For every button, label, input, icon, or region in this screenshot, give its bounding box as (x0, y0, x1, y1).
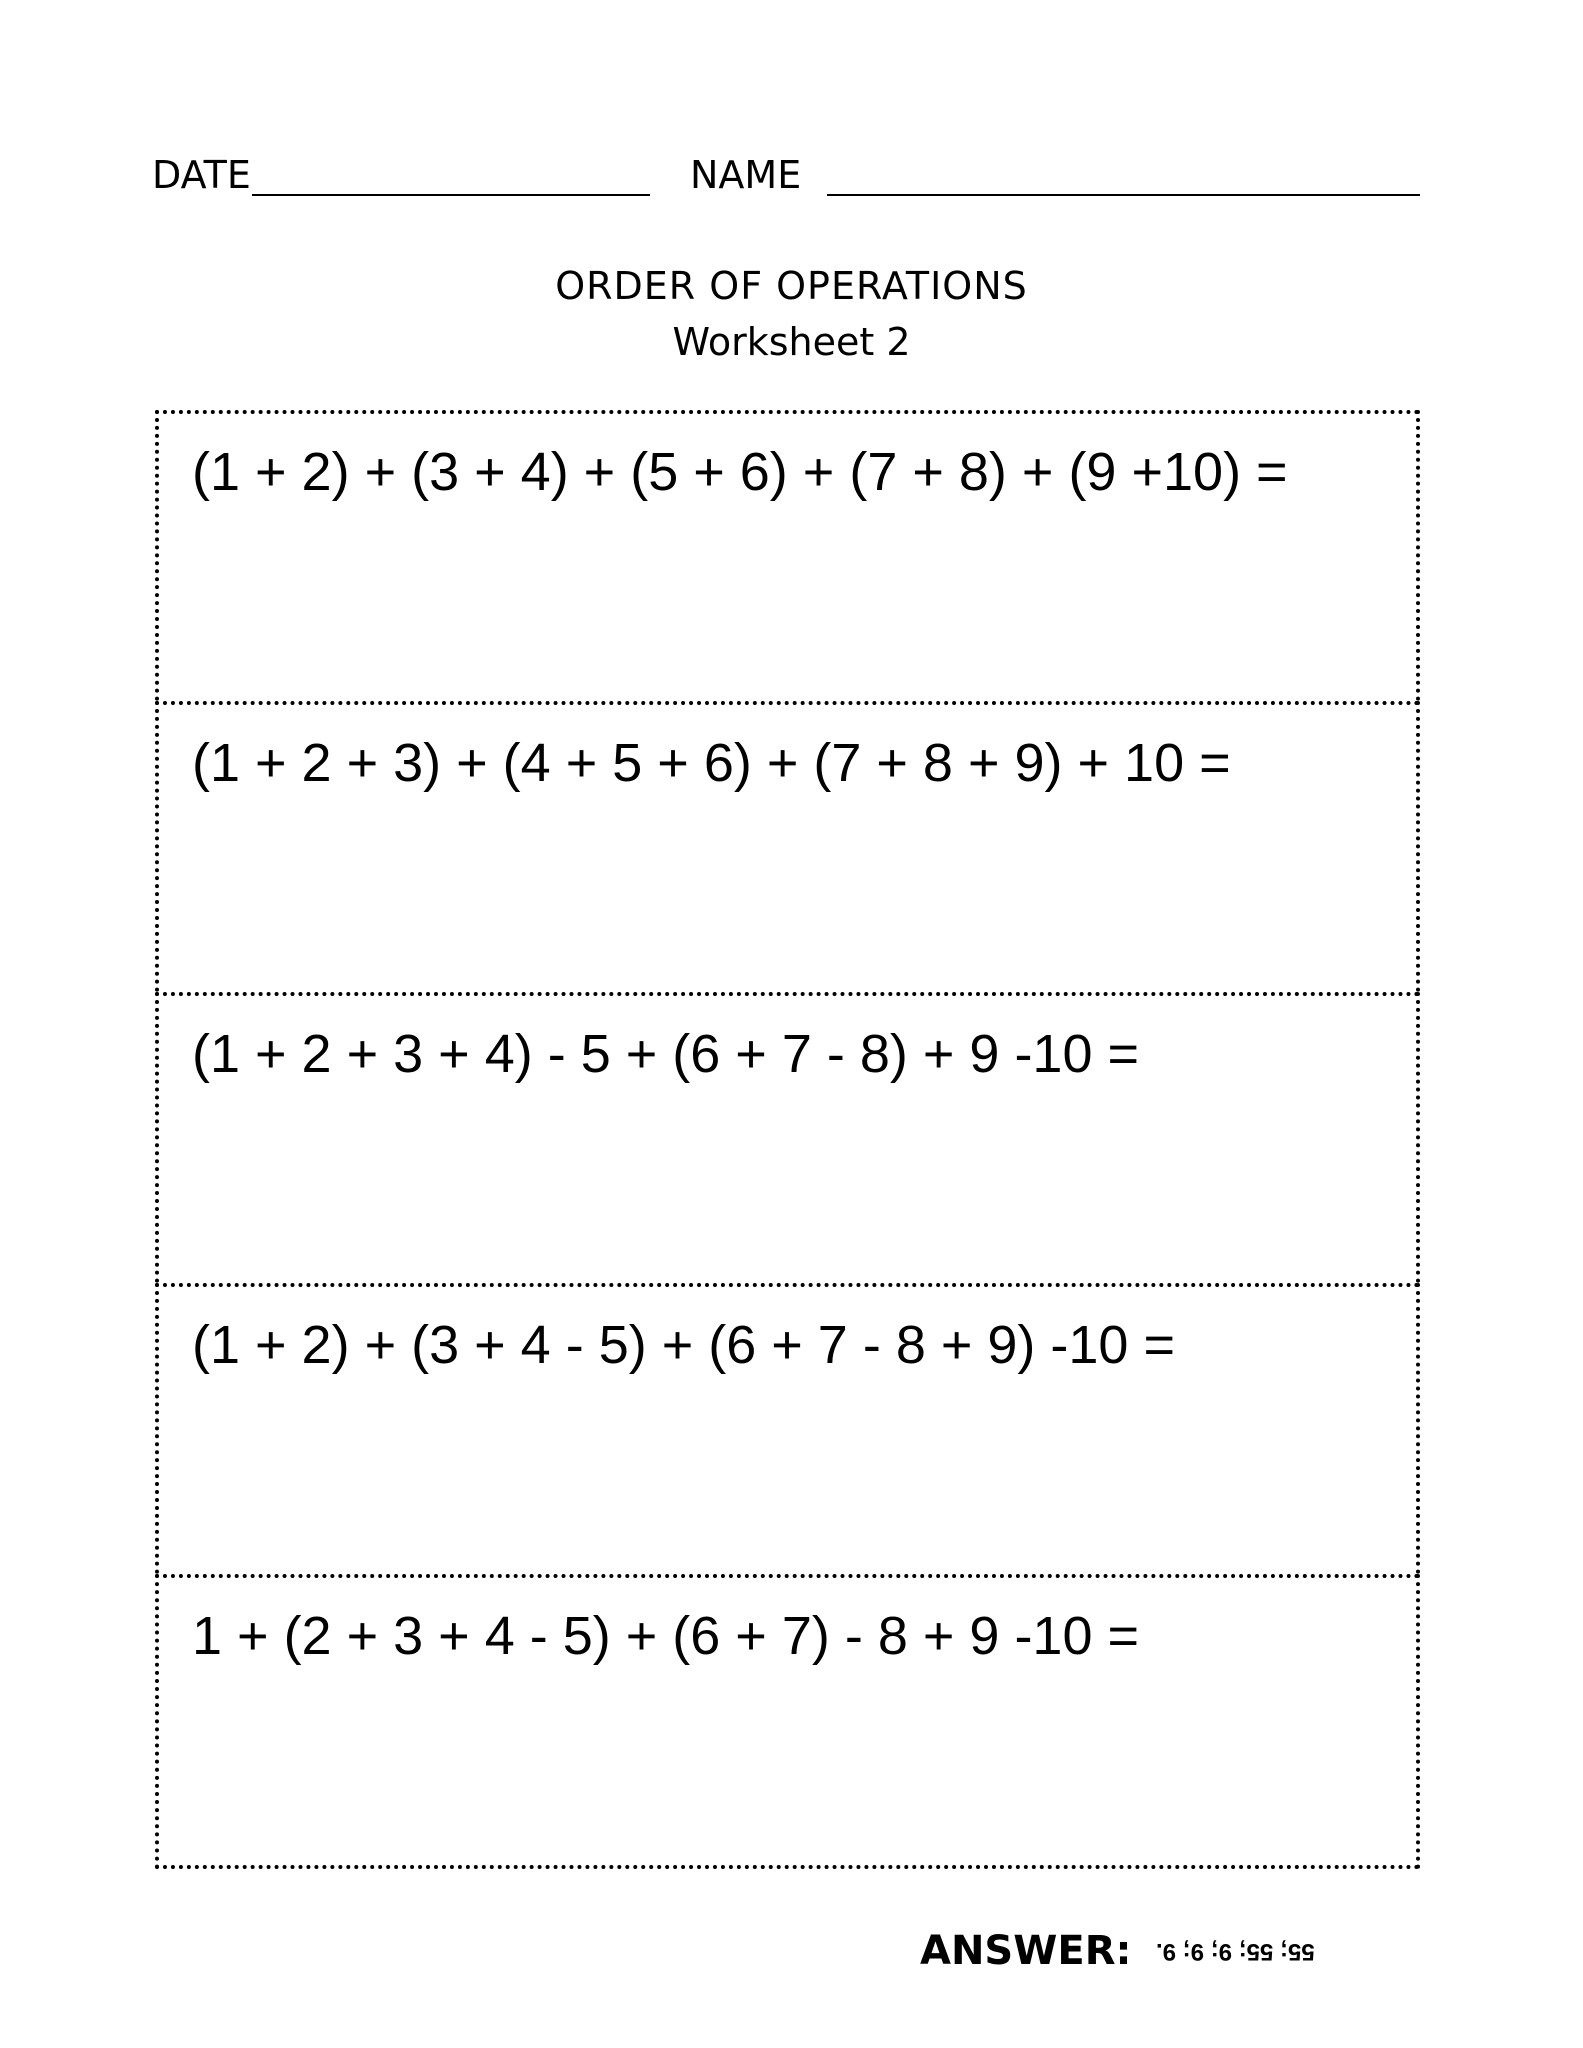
worksheet-subtitle: Worksheet 2 (672, 320, 911, 364)
problem-box (155, 992, 1420, 1283)
date-label: DATE (152, 153, 251, 197)
date-field-line[interactable] (252, 194, 650, 196)
problem-expression: (1 + 2) + (3 + 4) + (5 + 6) + (7 + 8) + (9 +10) = (192, 442, 1288, 502)
answer-label: ANSWER: (920, 1928, 1132, 1974)
problem-box (155, 410, 1420, 701)
worksheet-title: ORDER OF OPERATIONS (555, 264, 1028, 308)
problem-list (155, 410, 1420, 1869)
problem-expression: (1 + 2 + 3) + (4 + 5 + 6) + (7 + 8 + 9) + 10 = (192, 733, 1231, 793)
problem-box (155, 1283, 1420, 1574)
problem-expression: (1 + 2 + 3 + 4) - 5 + (6 + 7 - 8) + 9 -10 = (192, 1024, 1140, 1084)
problem-expression: 1 + (2 + 3 + 4 - 5) + (6 + 7) - 8 + 9 -10 = (192, 1606, 1140, 1666)
worksheet-heading (0, 258, 1583, 370)
name-field-line[interactable] (827, 194, 1420, 196)
problem-expression: (1 + 2) + (3 + 4 - 5) + (6 + 7 - 8 + 9) -10 = (192, 1315, 1175, 1375)
name-label: NAME (690, 153, 802, 197)
problem-box (155, 1574, 1420, 1869)
answer-key (920, 1928, 1315, 1988)
problem-box (155, 701, 1420, 992)
header-fields (152, 148, 1422, 200)
answer-values-upside-down: 55; 55; 9; 9; 9. (1155, 1938, 1315, 1965)
